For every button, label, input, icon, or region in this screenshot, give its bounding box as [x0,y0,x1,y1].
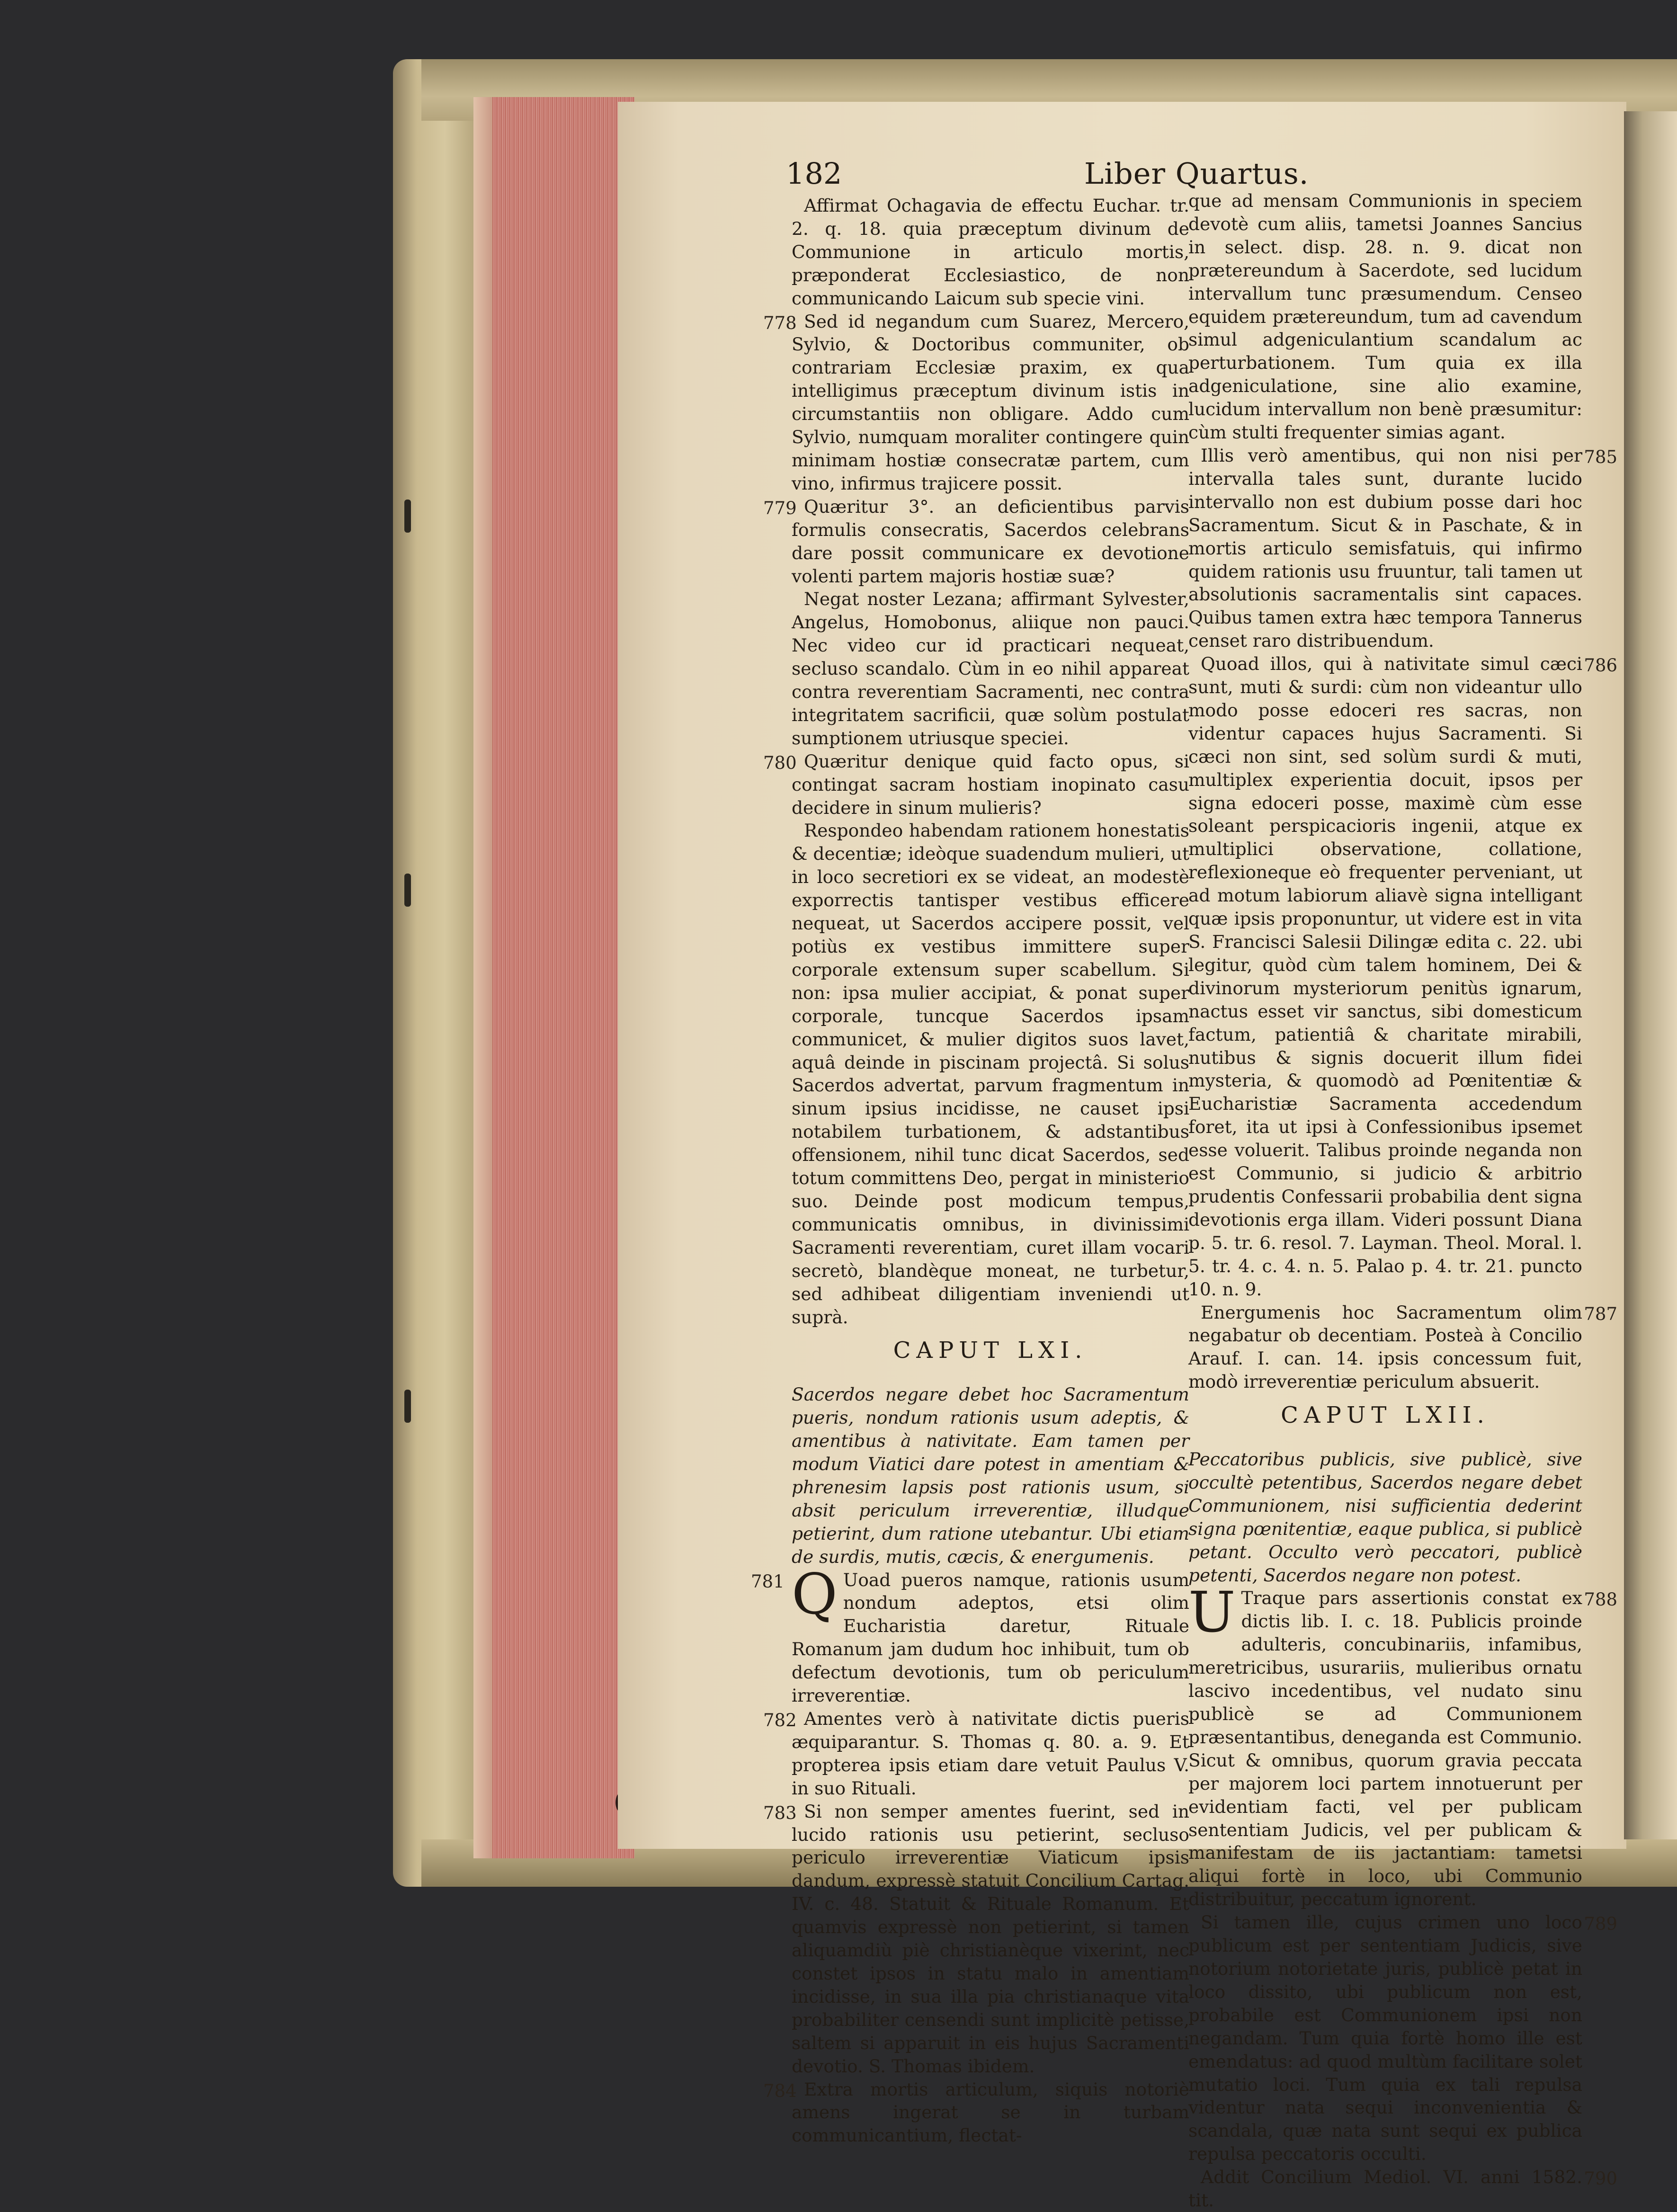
chapter-heading: CAPUT LXI. [893,1337,1088,1364]
paragraph: que ad mensam Communionis in speciem devotè cum aliis, tametsi Joannes Sancius in select. disp. 28. n. 9. dicat non prætereundum à Sacerdote, sed lucidum intervallum tunc præsumendum. Censeo equidem prætereundum, tum ad cavendum simul adgeniculantium scandalum ac perturbationem. Tum quia ex illa adgeniculatione, sine alio examine, lucidum intervallum non benè præsumitur: cùm stulti frequenter simias agant. [1188,190,1582,443]
margin-number: 780 [763,752,797,773]
chapter-summary: Peccatoribus publicis, sive publicè, sive occultè petentibus, Sacerdos negare debet Communionem, nisi sufficientia dederint signa pœnitentiæ, eaque publica, si publicè petant. Occulto verò peccatori, publicè petenti, Sacerdos negare non potest. [1188,1449,1582,1586]
paragraph: Quæritur denique quid facto opus, si contingat sacram hostiam inopinato casu decidere in sinum mulieris? 780 [792,750,1189,820]
margin-number: 778 [763,312,797,333]
margin-number: 782 [763,1710,797,1730]
margin-number: 790 [1584,2168,1617,2189]
paragraph: Energumenis hoc Sacramentum olim negabatur ob decentiam. Posteà à Concilio Arauf. I. can. 14. ipsis concessum fuit, modò irreverentiæ periculum absuerit. 787 [1188,1302,1617,1392]
paragraph: Extra mortis articulum, siquis notoriè amens ingerat se in turbam communicantium, flectat- 784 [792,2078,1189,2148]
margin-number: 785 [1584,446,1617,467]
paragraph-text: Traque pars assertionis constat ex dictis lib. I. c. 18. Publicis proinde adulteris, concubinariis, infamibus, meretricibus, usurariis, mulieribus ornatu lascivo incedentibus, vel nudato sinu publicè se ad Communionem præsentantibus, deneganda est Communio. Sicut & omnibus, quorum gravia peccata per majorem loci partem innotuerunt per evidentiam facti, vel per publicam sententiam Judicis, vel per publicam & manifestam de iis jactantiam: tametsi aliqui fortè in loco, ubi Communio distribuitur, peccatum ignorent. [1188,1588,1582,1910]
drop-cap: Q [792,1561,838,1627]
paragraph: Negat noster Lezana; affirmant Sylvester, Angelus, Homobonus, aliique non pauci. Nec video cur id practicari nequeat, secluso scandalo. Cùm in eo nihil appareat contra reverentiam Sacramenti, nec contra integritatem sacrificii, quæ solùm postulat sumptionem utriusque speciei. [792,589,1189,749]
paragraph: Affirmat Ochagavia de effectu Euchar. tr. 2. q. 18. quia præceptum divinum de Communione in articulo mortis, præponderat Ecclesiastico, de non communicando Laicum sub specie vini. [792,195,1189,309]
chapter-heading: CAPUT LXII. [1281,1402,1490,1429]
margin-number: 783 [763,1802,797,1823]
margin-number: 789 [1584,1914,1617,1935]
chapter-summary: Sacerdos negare debet hoc Sacramentum pueris, nondum rationis usum adeptis, & amentibus à nativitate. Eam tamen per modum Viatici dare potest in amentiam & phrenesim lapsis post rationis usum, si absit periculum irreverentiæ, illudque petierint, dum ratione utebantur. Ubi etiam de surdis, mutis, cæcis, & energumenis. [792,1384,1189,1567]
page-edge-highlight [473,97,492,1858]
paragraph: Sed id negandum cum Suarez, Mercero, Sylvio, & Doctoribus communiter, ob contrariam Ecclesiæ praxim, ex qua intelligimus præceptum divinum istis in circumstantiis non obligare. Addo cum Sylvio, numquam moraliter contingere quin minimam hostiæ consecratæ partem, cum vino, infirmus trajicere possit. 778 [792,310,1189,495]
page-number: 182 [786,156,842,191]
binding-tie [404,1390,411,1423]
left-column [751,194,1189,2147]
drop-cap: U [1188,1579,1236,1645]
paragraph [751,1561,1189,1707]
margin-number: 781 [751,1571,785,1592]
paragraph: Si non semper amentes fuerint, sed in lucido rationis usu petierint, secluso periculo irreverentiæ Viaticum ipsis dandum, expressè statuit Concilium Cartag. IV. c. 48. Statuit & Rituale Romanum. Et quamvis expressè non petierint, si tamen aliquamdiù piè christianèque vixerint, nec constet ipsos in statu malo in amentiam incidisse, in sua illa pia christianaque vita probabiliter censendi sunt implicitè petisse, saltem si apparuit in eis hujus Sacramenti devotio. S. Thomas ibidem. 783 [792,1800,1189,2078]
margin-number: 779 [763,498,797,518]
binding-tie [404,874,411,907]
red-page-edge [473,97,634,1858]
paragraph-text: Uoad pueros namque, rationis usum nondum adeptos, etsi olim Eucharistia daretur, Rituale Romanum jam dudum hoc inhibuit, tum ob defectum devotionis, tum ob periculum irreverentiæ. [792,1569,1189,1706]
margin-number: 784 [763,2080,797,2101]
running-head: Liber Quartus. [1084,156,1309,191]
paragraph: Amentes verò à nativitate dictis pueris æquiparantur. S. Thomas q. 80. a. 9. Et propterea ipsis etiam dare vetuit Paulus V. in suo Rituali. 782 [792,1707,1189,1800]
margin-number: 788 [1584,1589,1617,1610]
paragraph: Quæritur 3°. an deficientibus parvis formulis consecratis, Sacerdos celebrans dare possit communicare ex devotione volenti partem majoris hostiæ suæ? 779 [792,495,1189,588]
paragraph: Addit Concilium Mediol. VI. anni 1582. tit. 790 [1188,2167,1617,2211]
paragraph: Illis verò amentibus, qui non nisi per intervalla tales sunt, durante lucido intervallo non est dubium posse dari hoc Sacramentum. Sicut & in Paschate, & in mortis articulo semisfatuis, qui infirmo quidem rationis usu fruuntur, tali tamen ut absolutionis sacramentalis sint capaces. Quibus tamen extra hæc tempora Tannerus censet raro distribuendum. 785 [1188,445,1617,651]
paragraph: Respondeo habendam rationem honestatis & decentiæ; ideòque suadendum mulieri, ut in loco secretiori ex se videat, an modestè exporrectis tantisper vestibus efficere nequeat, ut Sacerdos accipere possit, vel potiùs ex vestibus immittere super corporale extensum super scabellum. Si non: ipsa mulier accipiat, & ponat super corporale, tuncque Sacerdos ipsam communicet, & mulier digitos suos lavet, aquâ deinde in piscinam projectâ. Si solus Sacerdos advertat, parvum fragmentum in sinum ipsius incidisse, ne causet ipsi notabilem turbationem, & adstantibus offensionem, nihil tunc dicat Sacerdos, sed totum committens Deo, pergat in ministerio suo. Deinde post modicum tempus, communicatis omnibus, in divinissimi Sacramenti reverentiam, curet illam vocari secretò, blandèque moneat, ne turbetur, sed adhibeat diligentiam inveniendi ut suprà. [792,820,1189,1328]
right-column [1188,189,1617,2212]
binding-tie [404,499,411,533]
margin-number: 787 [1584,1303,1617,1324]
paragraph: Si tamen ille, cujus crimen uno loco publicum est per sententiam Judicis, sive notorium notorietate juris, publicè petat in loco dissito, ubi publicum non est, probabile est Communionem ipsi non negandam. Tum quia fortè homo ille est emendatus: ad quod multùm facilitare solet mutatio loci. Tum quia ex tali repulsa videntur nata sequi inconvenientia & scandala, quæ nata sunt sequi ex publica repulsa peccatoris occulti. 789 [1188,1912,1617,2165]
paragraph: Quoad illos, qui à nativitate simul cæci sunt, muti & surdi: cùm non videantur ullo modo posse edoceri res sacras, non videntur capaces hujus Sacramenti. Si cæci non sint, sed solùm surdi & muti, multiplex experientia docuit, ipsos per signa edoceri posse, maximè cùm esse soleant perspicacioris ingenii, atque ex multiplici observatione, collatione, reflexioneque eò frequenter perveniant, ut ad motum labiorum aliavè signa intelligant quæ ipsis proponuntur, ut videre est in vita S. Francisci Salesii Dilingæ edita c. 22. ubi legitur, quòd cùm talem hominem, Dei & divinorum mysteriorum penitùs ignarum, nactus esset vir sanctus, sibi domesticum factum, patientiâ & charitate mirabili, nutibus & signis docuerit illum fidei mysteria, & quomodò ad Pœnitentiæ & Eucharistiæ Sacramenta accedendum foret, ita ut ipsi à Confessionibus ipsemet esse voluerit. Talibus proinde neganda non est Communio, si judicio & arbitrio prudentis Confessarii probabilia dent signa devotionis erga illam. Videri possunt Diana p. 5. tr. 6. resol. 7. Layman. Theol. Moral. l. 5. tr. 4. c. 4. n. 5. Palao p. 4. tr. 21. puncto 10. n. 9. 786 [1188,653,1617,1300]
facing-page-edge [1624,111,1677,1839]
margin-number: 786 [1584,655,1617,676]
paragraph [1188,1579,1617,1911]
